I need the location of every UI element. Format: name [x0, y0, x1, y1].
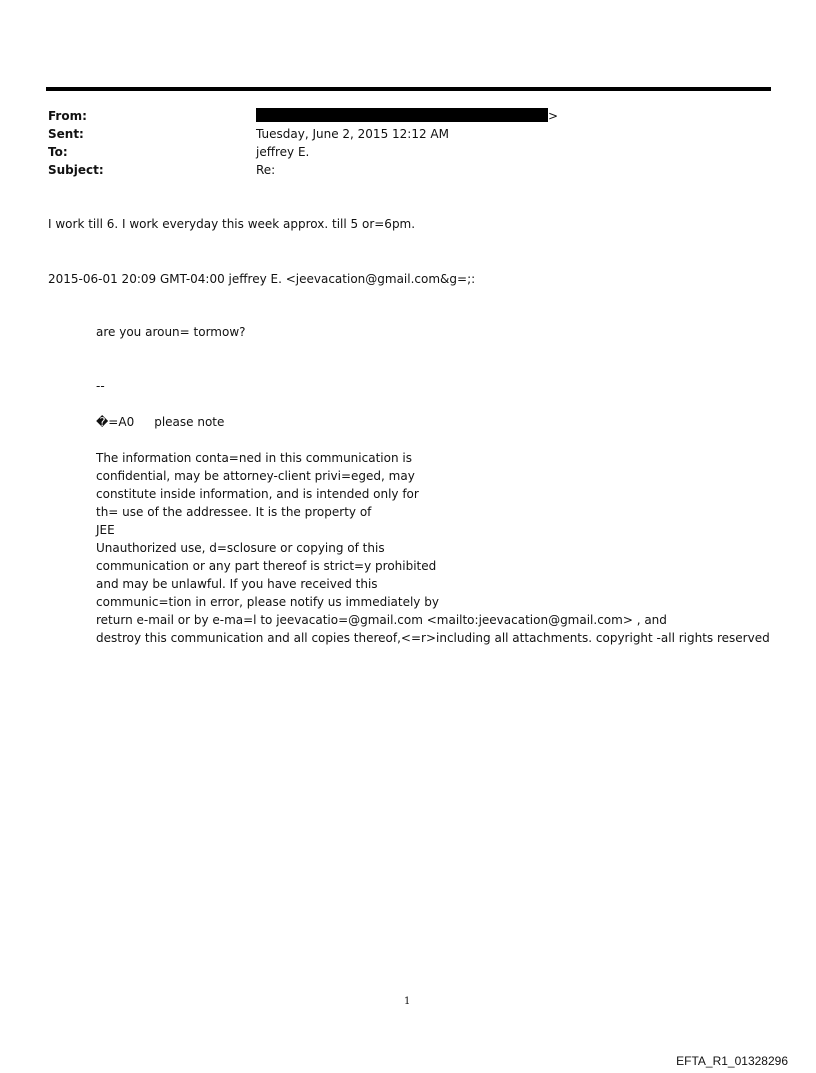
note-text: please note	[154, 415, 225, 429]
disclaimer-line: destroy this communication and all copies thereof,<=r>including all attachments. copyright -all rights reserved	[96, 631, 770, 645]
from-value	[256, 107, 558, 125]
note-prefix: �=A0	[96, 415, 135, 429]
disclaimer-line: return e-mail or by e-ma=l to jeevacatio=@gmail.com <mailto:jeevacation@gmail.com> , and	[96, 613, 667, 627]
page-number: 1	[404, 996, 411, 1007]
redaction-bar	[256, 108, 548, 122]
disclaimer-line: JEE	[96, 523, 115, 537]
disclaimer-line: The information conta=ned in this communication is	[96, 451, 412, 465]
from-label: From:	[48, 109, 87, 123]
disclaimer-line: communication or any part thereof is strict=y prohibited	[96, 559, 437, 573]
disclaimer-line: constitute inside information, and is intended only for	[96, 487, 419, 501]
disclaimer	[96, 449, 770, 647]
disclaimer-line: th= use of the addressee. It is the property of	[96, 505, 372, 519]
to-value: jeffrey E.	[256, 145, 310, 159]
disclaimer-line: and may be unlawful. If you have received this	[96, 577, 378, 591]
header-rule	[46, 87, 771, 91]
disclaimer-line: communic=tion in error, please notify us immediately by	[96, 595, 439, 609]
disclaimer-line: Unauthorized use, d=sclosure or copying of this	[96, 541, 385, 555]
note-line	[96, 413, 224, 431]
sent-value: Tuesday, June 2, 2015 12:12 AM	[256, 127, 449, 141]
signature-separator: --	[96, 379, 105, 393]
from-suffix: >	[548, 109, 559, 123]
disclaimer-line: confidential, may be attorney-client privi=eged, may	[96, 469, 415, 483]
subject-value: Re:	[256, 163, 276, 177]
quote-header: 2015-06-01 20:09 GMT-04:00 jeffrey E. <jeevacation@gmail.com&g=;:	[48, 272, 476, 286]
subject-label: Subject:	[48, 163, 104, 177]
quoted-text: are you aroun= tormow?	[96, 325, 246, 339]
document-id: EFTA_R1_01328296	[676, 1054, 788, 1068]
sent-label: Sent:	[48, 127, 84, 141]
reply-text: I work till 6. I work everyday this week approx. till 5 or=6pm.	[48, 217, 416, 231]
to-label: To:	[48, 145, 68, 159]
